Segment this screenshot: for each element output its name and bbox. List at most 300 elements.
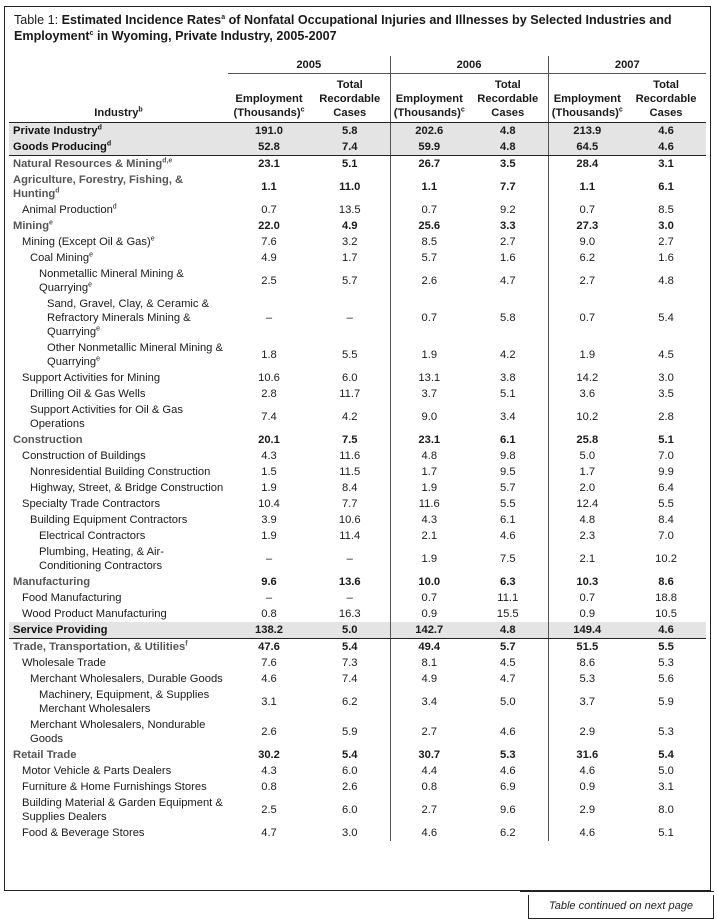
employment-value: – [265, 312, 273, 324]
table-row [9, 432, 706, 448]
title-text-c: in Wyoming, Private Industry, 2005-2007 [93, 29, 337, 43]
recordable-cases-value: 6.3 [499, 576, 516, 588]
table-row [9, 266, 706, 296]
employment-label: Employment [235, 93, 303, 105]
recordable-cases-value: – [346, 592, 353, 604]
industry-label: Industry [94, 107, 139, 119]
employment-value: 31.6 [548, 747, 626, 763]
recordable-cases-value: 7.5 [341, 434, 358, 446]
employment-value: 0.9 [548, 606, 626, 622]
employment-value: 4.8 [548, 512, 626, 528]
employment-value: 2.5 [261, 804, 277, 816]
employment-value: 5.0 [548, 448, 626, 464]
recordable-cases-value: 11.7 [339, 388, 361, 400]
cases-label-line2: Recordable [635, 93, 697, 105]
recordable-cases-value: – [346, 553, 353, 565]
recordable-cases-value: 15.5 [496, 608, 519, 620]
table-row [9, 512, 706, 528]
recordable-cases-value: 6.4 [658, 482, 674, 494]
employment-value: 5.7 [390, 250, 468, 266]
table-row [9, 402, 706, 432]
employment-column-header [390, 74, 468, 123]
recordable-cases-value: 7.0 [658, 450, 674, 462]
recordable-cases-value: 3.0 [341, 827, 358, 839]
employment-value: 2.0 [548, 480, 626, 496]
table-row [9, 218, 706, 234]
employment-value: 1.9 [261, 530, 277, 542]
employment-value: 8.6 [548, 655, 626, 671]
recordable-cases-value: 7.3 [341, 657, 358, 669]
employment-value: 0.7 [390, 202, 468, 218]
recordable-cases-value: 6.0 [341, 372, 358, 384]
recordable-cases-value: 5.1 [341, 158, 358, 170]
employment-value: 2.9 [548, 795, 626, 825]
table-title [14, 12, 704, 44]
table-row [9, 795, 706, 825]
employment-value: 10.4 [258, 498, 280, 510]
employment-value: 23.1 [258, 158, 280, 170]
industry-name: Manufacturing [13, 576, 91, 588]
table-row [9, 386, 706, 402]
table-row [9, 448, 706, 464]
recordable-cases-value: 13.5 [338, 204, 361, 216]
employment-value: 11.6 [390, 496, 468, 512]
employment-value: 1.7 [390, 464, 468, 480]
table-row [9, 825, 706, 841]
employment-value: 1.7 [548, 464, 626, 480]
employment-value: 0.7 [390, 590, 468, 606]
total-recordable-cases-column-header [468, 74, 548, 123]
employment-value: – [265, 553, 273, 565]
cases-label-line3: Cases [649, 107, 683, 119]
employment-value: 30.2 [258, 749, 280, 761]
industry-name: Natural Resources & Mining$^{d,e}$ [13, 157, 173, 170]
industry-name: Merchant Wholesalers, Nondurable Goods [30, 719, 206, 745]
recordable-cases-value: 5.4 [658, 312, 674, 324]
recordable-cases-value: 3.1 [658, 781, 674, 793]
employment-value: 1.8 [261, 349, 277, 361]
recordable-cases-value: 4.6 [499, 726, 516, 738]
recordable-cases-value: 8.4 [658, 514, 674, 526]
industry-name: Support Activities for Oil & Gas Operations [30, 404, 183, 430]
employment-value: 8.1 [390, 655, 468, 671]
employment-value: 2.7 [548, 266, 626, 296]
industry-name: Building Equipment Contractors [30, 514, 188, 526]
recordable-cases-value: 18.8 [655, 592, 677, 604]
industry-name: Other Nonmetallic Mineral Mining & Quarrying$^e$ [47, 342, 223, 368]
employment-value: 4.3 [261, 450, 277, 462]
total-recordable-cases-column-header [310, 74, 390, 123]
recordable-cases-value: 7.4 [341, 673, 358, 685]
recordable-cases-value: 4.2 [341, 411, 358, 423]
employment-value: 10.6 [258, 372, 280, 384]
employment-value: 52.8 [228, 139, 310, 156]
recordable-cases-value: 4.6 [626, 622, 706, 639]
cases-label-line1: Total [336, 79, 363, 91]
employment-value: 4.3 [390, 512, 468, 528]
table-row [9, 370, 706, 386]
industry-name: Electrical Contractors [39, 530, 146, 542]
recordable-cases-value: 11.6 [339, 450, 361, 462]
title-text-a: Estimated Incidence Rates [58, 13, 222, 27]
industry-name: Highway, Street, & Bridge Construction [30, 482, 224, 494]
recordable-cases-value: 6.2 [341, 696, 358, 708]
recordable-cases-value: 16.3 [338, 608, 361, 620]
recordable-cases-value: 6.2 [499, 827, 516, 839]
recordable-cases-value: 4.9 [341, 220, 358, 232]
employment-value: 27.3 [548, 218, 626, 234]
employment-value: 4.7 [261, 827, 277, 839]
employment-value: 0.9 [390, 606, 468, 622]
industry-name: Sand, Gravel, Clay, & Ceramic & Refractory Minerals Mining & Quarrying$^e$ [47, 298, 210, 338]
recordable-cases-value: 6.0 [341, 765, 358, 777]
employment-unit: (Thousands)$^c$ [393, 106, 465, 119]
recordable-cases-value: 5.0 [658, 765, 674, 777]
employment-value: 49.4 [390, 639, 468, 656]
table-row [9, 639, 706, 656]
employment-value: 0.7 [548, 202, 626, 218]
employment-unit: (Thousands)$^c$ [551, 106, 623, 119]
employment-value: 0.7 [548, 590, 626, 606]
employment-value: 1.5 [261, 466, 277, 478]
table-row [9, 172, 706, 202]
recordable-cases-value: 5.4 [341, 641, 358, 653]
employment-value: 30.7 [390, 747, 468, 763]
industry-name: Motor Vehicle & Parts Dealers [22, 765, 172, 777]
recordable-cases-value: 5.1 [499, 388, 516, 400]
recordable-cases-value: 6.1 [658, 181, 674, 193]
cases-label-line1: Total [653, 79, 679, 91]
employment-value: 25.6 [390, 218, 468, 234]
recordable-cases-value: 7.5 [499, 553, 516, 565]
industry-name: Furniture & Home Furnishings Stores [22, 781, 207, 793]
recordable-cases-value: 3.0 [658, 220, 674, 232]
employment-value: 26.7 [390, 156, 468, 173]
employment-value: 213.9 [548, 123, 626, 140]
table-row [9, 747, 706, 763]
employment-label: Employment [553, 93, 621, 105]
employment-value: 28.4 [548, 156, 626, 173]
industry-name: Nonmetallic Mineral Mining & Quarrying$^e$ [39, 268, 184, 294]
table-row [9, 250, 706, 266]
recordable-cases-value: 3.2 [341, 236, 358, 248]
employment-column-header [228, 74, 310, 123]
employment-value: 1.1 [548, 172, 626, 202]
employment-value: 4.6 [548, 825, 626, 841]
employment-value: 8.5 [390, 234, 468, 250]
recordable-cases-value: 5.5 [341, 349, 358, 361]
industry-name: Agriculture, Forestry, Fishing, & Hunting$^d$ [13, 174, 184, 200]
employment-value: 0.8 [261, 781, 277, 793]
total-recordable-cases-column-header [626, 74, 706, 123]
recordable-cases-value: 5.3 [658, 657, 674, 669]
employment-value: 4.4 [390, 763, 468, 779]
industry-name: Retail Trade [13, 749, 77, 761]
recordable-cases-value: 5.0 [499, 696, 516, 708]
table-row [9, 544, 706, 574]
table-row [9, 671, 706, 687]
employment-value: 1.9 [548, 340, 626, 370]
recordable-cases-value: 5.7 [499, 482, 516, 494]
recordable-cases-value: 4.7 [499, 673, 516, 685]
recordable-cases-value: 5.4 [658, 749, 674, 761]
employment-value: 2.3 [548, 528, 626, 544]
industry-name: Merchant Wholesalers, Durable Goods [30, 673, 223, 685]
industry-name: Support Activities for Mining [22, 372, 161, 384]
cases-label-line3: Cases [333, 107, 367, 119]
year-header-2005: 2005 [228, 56, 390, 74]
recordable-cases-value: 2.7 [499, 236, 516, 248]
recordable-cases-value: 11.5 [339, 466, 361, 478]
employment-value: 0.7 [390, 296, 468, 340]
recordable-cases-value: 5.6 [658, 673, 674, 685]
industry-name: Machinery, Equipment, & Supplies Merchant Wholesalers [39, 689, 210, 715]
table-row [9, 574, 706, 590]
employment-value: 1.1 [261, 181, 277, 193]
recordable-cases-value: 9.8 [499, 450, 516, 462]
employment-unit: (Thousands)$^c$ [233, 106, 305, 119]
table-row [9, 234, 706, 250]
recordable-cases-value: 3.5 [499, 158, 516, 170]
industry-name: Building Material & Garden Equipment & Supplies Dealers [22, 797, 223, 823]
recordable-cases-value: 5.9 [658, 696, 674, 708]
employment-value: 4.6 [261, 673, 277, 685]
table-row [9, 139, 706, 156]
recordable-cases-value: 3.0 [658, 372, 674, 384]
recordable-cases-value: 1.6 [499, 252, 516, 264]
industry-name: Food Manufacturing [22, 592, 122, 604]
employment-value: 2.1 [390, 528, 468, 544]
employment-column-header [548, 74, 626, 123]
industry-name: Specialty Trade Contractors [22, 498, 161, 510]
employment-value: 3.1 [261, 696, 277, 708]
cases-label-line3: Cases [491, 107, 525, 119]
recordable-cases-value: 6.0 [341, 804, 358, 816]
employment-value: 2.6 [390, 266, 468, 296]
recordable-cases-value: 4.2 [499, 349, 516, 361]
recordable-cases-value: 11.1 [497, 592, 519, 604]
recordable-cases-value: 4.8 [468, 622, 548, 639]
year-header-2007: 2007 [548, 56, 706, 74]
recordable-cases-value: 3.8 [499, 372, 516, 384]
employment-value: 4.9 [390, 671, 468, 687]
employment-value: – [265, 592, 273, 604]
recordable-cases-value: 5.7 [341, 275, 358, 287]
cases-label-line2: Recordable [477, 93, 539, 105]
employment-value: 138.2 [228, 622, 310, 639]
recordable-cases-value: 5.8 [310, 123, 390, 140]
recordable-cases-value: 4.5 [499, 657, 516, 669]
recordable-cases-value: 6.9 [499, 781, 516, 793]
recordable-cases-value: 10.6 [338, 514, 361, 526]
employment-value: 7.4 [261, 411, 277, 423]
employment-value: 20.1 [258, 434, 280, 446]
employment-value: 9.6 [261, 576, 277, 588]
employment-value: 0.7 [261, 204, 277, 216]
recordable-cases-value: 13.6 [338, 576, 361, 588]
recordable-cases-value: 4.5 [658, 349, 674, 361]
industry-name: Construction [13, 434, 83, 446]
employment-value: 23.1 [390, 432, 468, 448]
header-blank [9, 56, 228, 74]
employment-value: 2.9 [548, 717, 626, 747]
recordable-cases-value: 9.9 [658, 466, 674, 478]
recordable-cases-value: 5.4 [341, 749, 358, 761]
recordable-cases-value: 8.0 [658, 804, 674, 816]
employment-value: 3.4 [390, 687, 468, 717]
table-number: Table 1: [14, 13, 59, 27]
recordable-cases-value: 6.1 [499, 434, 516, 446]
recordable-cases-value: 5.0 [310, 622, 390, 639]
recordable-cases-value: 5.1 [658, 434, 674, 446]
table-row [9, 655, 706, 671]
employment-value: 2.1 [548, 544, 626, 574]
employment-value: 2.7 [390, 717, 468, 747]
recordable-cases-value: 1.6 [658, 252, 674, 264]
employment-value: 1.9 [390, 340, 468, 370]
table-row [9, 687, 706, 717]
recordable-cases-value: 5.5 [658, 498, 674, 510]
employment-value: 149.4 [548, 622, 626, 639]
table-row [9, 156, 706, 173]
recordable-cases-value: 7.0 [658, 530, 674, 542]
recordable-cases-value: 3.3 [499, 220, 516, 232]
employment-value: 3.7 [390, 386, 468, 402]
recordable-cases-value: 7.7 [341, 498, 358, 510]
employment-value: 202.6 [390, 123, 468, 140]
employment-value: 7.6 [261, 657, 277, 669]
employment-value: 10.3 [548, 574, 626, 590]
employment-value: 47.6 [258, 641, 280, 653]
incidence-rates-table [9, 56, 706, 841]
employment-value: 2.6 [261, 726, 277, 738]
industry-name: Animal Production$^d$ [22, 203, 117, 216]
employment-value: 14.2 [548, 370, 626, 386]
recordable-cases-value: 6.1 [499, 514, 516, 526]
recordable-cases-value: 5.5 [499, 498, 516, 510]
recordable-cases-value: 11.0 [339, 181, 361, 193]
employment-value: 4.9 [261, 252, 277, 264]
recordable-cases-value: 5.7 [499, 641, 516, 653]
recordable-cases-value: 5.1 [658, 827, 674, 839]
recordable-cases-value: – [346, 312, 353, 324]
employment-value: 6.2 [548, 250, 626, 266]
employment-value: 0.8 [390, 779, 468, 795]
recordable-cases-value: 4.6 [499, 765, 516, 777]
industry-name: Construction of Buildings [22, 450, 146, 462]
employment-value: 4.6 [548, 763, 626, 779]
table-row [9, 606, 706, 622]
industry-name: Wood Product Manufacturing [22, 608, 167, 620]
industry-name: Service Providing [9, 622, 228, 639]
table-row [9, 496, 706, 512]
recordable-cases-value: 10.5 [655, 608, 677, 620]
industry-name: Plumbing, Heating, & Air-Conditioning Contractors [39, 546, 164, 572]
employment-value: 4.3 [261, 765, 277, 777]
table-row [9, 480, 706, 496]
employment-value: 59.9 [390, 139, 468, 156]
employment-value: 4.8 [390, 448, 468, 464]
recordable-cases-value: 4.8 [658, 275, 674, 287]
recordable-cases-value: 5.9 [341, 726, 358, 738]
employment-value: 22.0 [258, 220, 280, 232]
employment-value: 3.7 [548, 687, 626, 717]
title-footnote-c: c [89, 29, 94, 37]
employment-value: 0.7 [548, 296, 626, 340]
industry-name: Wholesale Trade [22, 657, 106, 669]
table-row [9, 590, 706, 606]
employment-value: 2.5 [261, 275, 277, 287]
table-row [9, 779, 706, 795]
recordable-cases-value: 5.5 [658, 641, 674, 653]
table-row [9, 123, 706, 140]
employment-label: Employment [395, 93, 463, 105]
industry-name: Nonresidential Building Construction [30, 466, 211, 478]
employment-value: 9.0 [390, 402, 468, 432]
industry-name: Coal Mining$^e$ [30, 251, 93, 264]
employment-value: 9.0 [548, 234, 626, 250]
recordable-cases-value: 1.7 [341, 252, 358, 264]
employment-value: 2.7 [390, 795, 468, 825]
table-row [9, 464, 706, 480]
recordable-cases-value: 2.7 [658, 236, 674, 248]
employment-value: 1.9 [390, 480, 468, 496]
employment-value: 1.9 [390, 544, 468, 574]
recordable-cases-value: 10.2 [655, 553, 677, 565]
table-continued-note: Table continued on next page [528, 895, 714, 919]
industry-name: Goods Producing$^d$ [9, 139, 228, 156]
recordable-cases-value: 4.6 [626, 139, 706, 156]
employment-value: 25.8 [548, 432, 626, 448]
industry-name: Private Industry$^d$ [9, 123, 228, 140]
industry-footnote: b [138, 106, 143, 114]
recordable-cases-value: 5.8 [499, 312, 516, 324]
table-row [9, 763, 706, 779]
employment-value: 1.9 [261, 482, 277, 494]
recordable-cases-value: 3.1 [658, 158, 674, 170]
cases-label-line2: Recordable [319, 93, 381, 105]
industry-column-header [9, 74, 228, 123]
employment-value: 142.7 [390, 622, 468, 639]
employment-value: 0.8 [261, 608, 277, 620]
table-row [9, 296, 706, 340]
employment-value: 51.5 [548, 639, 626, 656]
recordable-cases-value: 4.6 [499, 530, 516, 542]
recordable-cases-value: 4.8 [468, 123, 548, 140]
table-row [9, 202, 706, 218]
employment-value: 5.3 [548, 671, 626, 687]
recordable-cases-value: 8.6 [658, 576, 674, 588]
industry-name: Mining$^e$ [13, 219, 53, 232]
table-row [9, 340, 706, 370]
table-row [9, 622, 706, 639]
title-footnote-a: a [221, 13, 226, 21]
employment-value: 13.1 [390, 370, 468, 386]
table-row [9, 528, 706, 544]
employment-value: 3.9 [261, 514, 277, 526]
recordable-cases-value: 8.5 [658, 204, 674, 216]
recordable-cases-value: 4.7 [499, 275, 516, 287]
recordable-cases-value: 5.3 [499, 749, 516, 761]
recordable-cases-value: 8.4 [341, 482, 358, 494]
recordable-cases-value: 3.4 [499, 411, 516, 423]
table-row [9, 717, 706, 747]
employment-value: 10.0 [390, 574, 468, 590]
employment-value: 10.2 [548, 402, 626, 432]
employment-value: 64.5 [548, 139, 626, 156]
employment-value: 1.1 [390, 172, 468, 202]
industry-name: Food & Beverage Stores [22, 827, 145, 839]
